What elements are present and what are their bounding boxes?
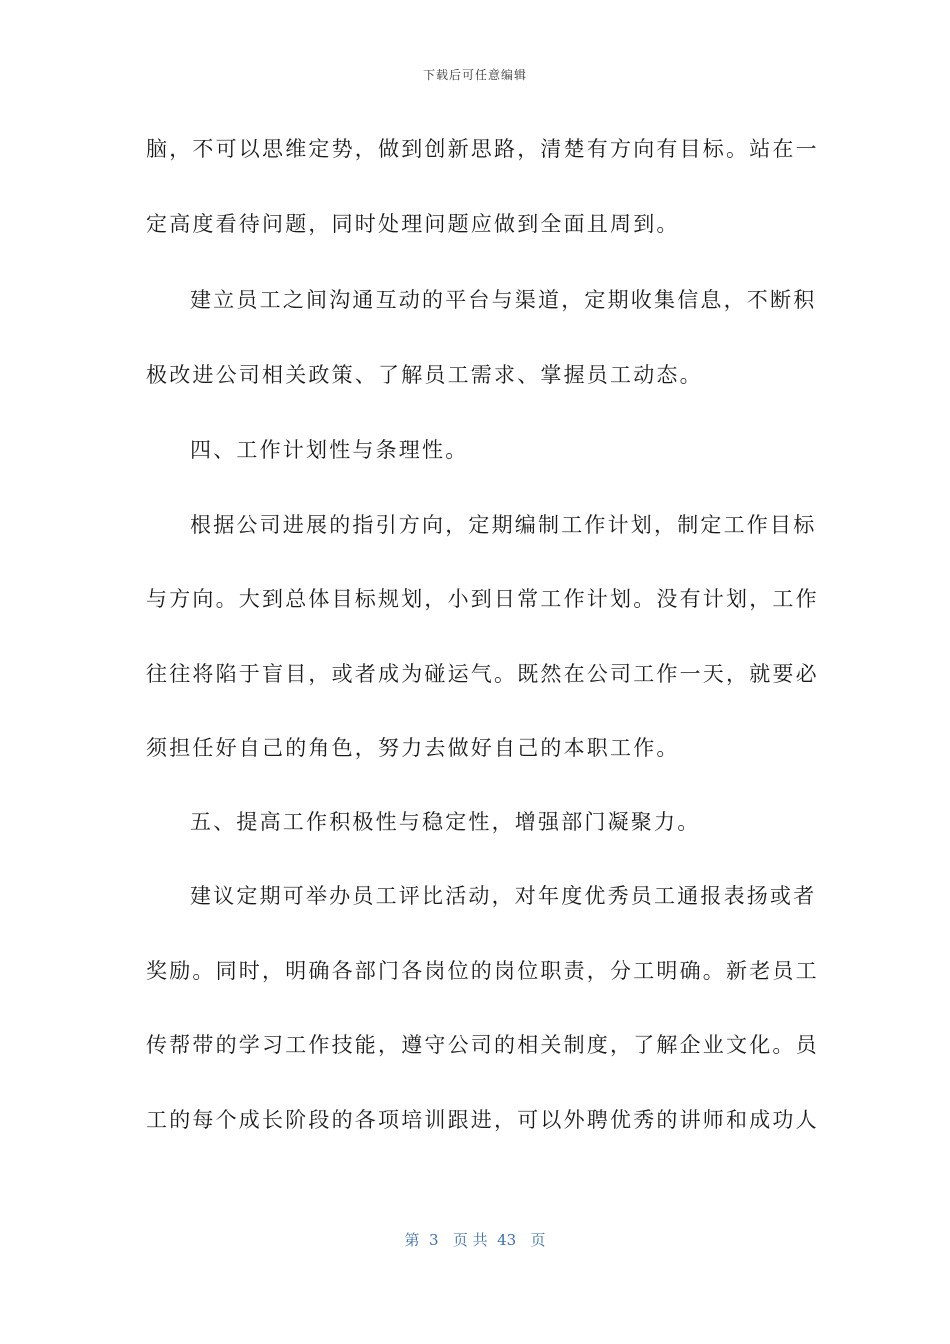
text-line: 建议定期可举办员工评比活动，对年度优秀员工通报表扬或者 [190,884,817,908]
text-line: 极改进公司相关政策、了解员工需求、掌握员工动态。 [146,363,703,387]
section-heading: 四、工作计划性与条理性。 [190,438,469,462]
section-heading: 五、提高工作积极性与稳定性，增强部门凝聚力。 [190,810,701,834]
text-line: 与方向。大到总体目标规划，小到日常工作计划。没有计划，工作 [146,587,819,611]
text-line: 传帮带的学习工作技能，遵守公司的相关制度，了解企业文化。员 [146,1033,819,1057]
text-line: 奖励。同时，明确各部门各岗位的岗位职责，分工明确。新老员工 [146,959,819,983]
text-line: 脑，不可以思维定势，做到创新思路，清楚有方向有目标。站在一 [146,137,819,161]
text-line: 定高度看待问题，同时处理问题应做到全面且周到。 [146,212,680,236]
text-line: 根据公司进展的指引方向，定期编制工作计划，制定工作目标 [190,513,817,537]
text-line: 工的每个成长阶段的各项培训跟进，可以外聘优秀的讲师和成功人 [146,1108,819,1132]
text-line: 须担任好自己的角色，努力去做好自己的本职工作。 [146,736,680,760]
text-line: 往往将陷于盲目，或者成为碰运气。既然在公司工作一天，就要必 [146,662,819,686]
page-header: 下载后可任意编辑 [422,68,527,82]
text-line: 建立员工之间沟通互动的平台与渠道，定期收集信息，不断积 [190,288,817,312]
page-footer: 第 3 页 共 43 页 [404,1231,546,1249]
